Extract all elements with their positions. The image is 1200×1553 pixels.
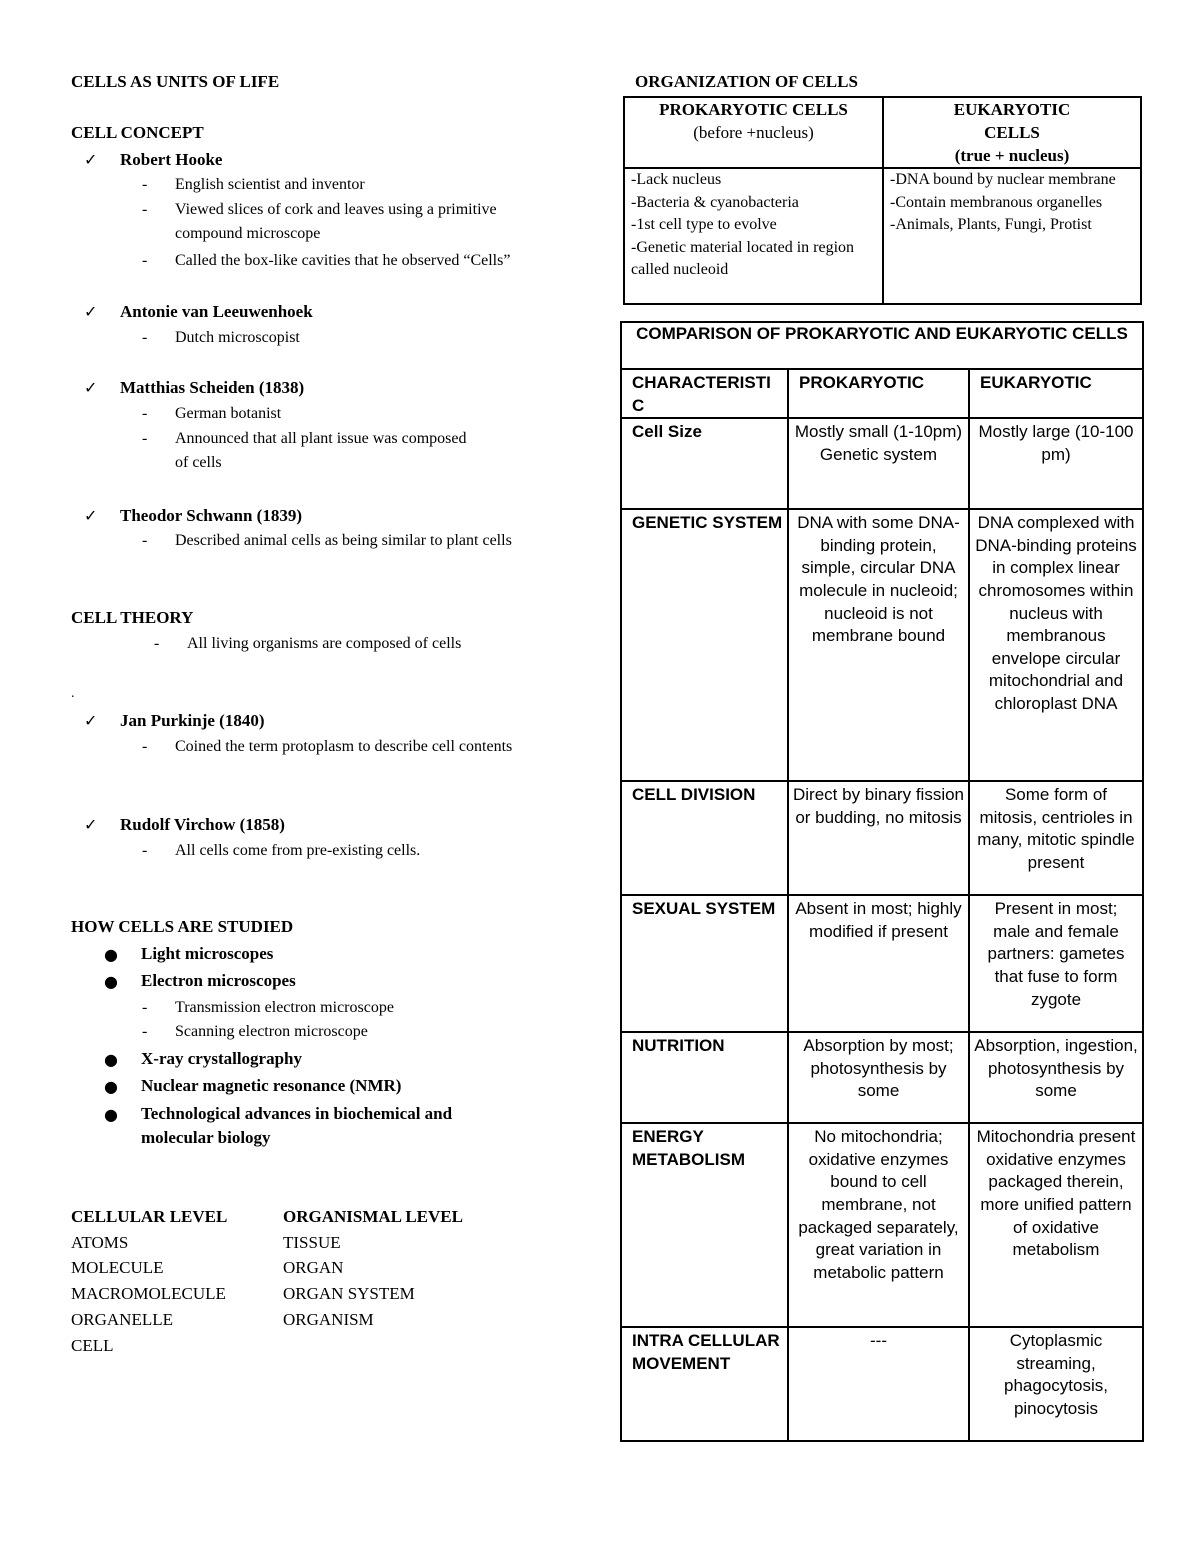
dash-icon: - bbox=[142, 738, 148, 755]
level-item: MOLECULE bbox=[71, 1258, 164, 1277]
organization-table bbox=[623, 96, 1142, 305]
person-name: Matthias Scheiden (1838) bbox=[120, 378, 305, 397]
bullet-icon: ● bbox=[104, 1077, 118, 1096]
dash-icon: - bbox=[142, 532, 148, 549]
checkmark-icon: ✓ bbox=[84, 150, 98, 169]
dash-icon: - bbox=[142, 201, 148, 218]
characteristic-cell: GENETIC SYSTEM bbox=[621, 509, 788, 781]
note-text: Announced that all plant issue was composed of cells bbox=[175, 430, 467, 471]
org-cell-prokaryotic bbox=[624, 168, 883, 304]
checkmark-icon: ✓ bbox=[84, 711, 98, 730]
note-text: English scientist and inventor bbox=[175, 176, 365, 193]
column-header: CHARACTERISTIC bbox=[621, 369, 788, 418]
table-row bbox=[621, 1032, 1143, 1123]
person-name: Robert Hooke bbox=[120, 150, 223, 169]
dash-icon: - bbox=[142, 329, 148, 346]
comparison-table bbox=[620, 321, 1144, 1442]
dash-icon: - bbox=[142, 252, 148, 269]
dash-icon: - bbox=[142, 842, 148, 859]
org-header-sub: (true + nucleus) bbox=[954, 146, 1070, 165]
org-header-title: EUKARYOTIC bbox=[953, 100, 1071, 119]
column-header: PROKARYOTIC bbox=[788, 369, 969, 418]
prokaryotic-cell: --- bbox=[788, 1327, 969, 1441]
cellular-level-heading: CELLULAR LEVEL bbox=[71, 1207, 228, 1226]
dash-icon: - bbox=[142, 999, 148, 1016]
dash-icon: - bbox=[154, 635, 160, 652]
note-text: All living organisms are composed of cells bbox=[187, 635, 462, 652]
org-header-title: CELLS bbox=[984, 123, 1040, 142]
org-item: -Animals, Plants, Fungi, Protist bbox=[890, 216, 1092, 233]
stray-mark: . bbox=[71, 686, 75, 701]
org-header-title: PROKARYOTIC CELLS bbox=[659, 100, 848, 119]
prokaryotic-cell: Direct by binary fission or budding, no mitosis bbox=[788, 781, 969, 895]
checkmark-icon: ✓ bbox=[84, 815, 98, 834]
eukaryotic-cell: Mostly large (10-100 pm) bbox=[969, 418, 1143, 509]
checkmark-icon: ✓ bbox=[84, 302, 98, 321]
level-item: TISSUE bbox=[283, 1233, 341, 1252]
eukaryotic-cell: Absorption, ingestion, photosynthesis by some bbox=[969, 1032, 1143, 1123]
bullet-icon: ● bbox=[104, 972, 118, 991]
org-item: -DNA bound by nuclear membrane bbox=[890, 171, 1116, 188]
level-item: ORGAN bbox=[283, 1258, 344, 1277]
prokaryotic-cell: Absent in most; highly modified if present bbox=[788, 895, 969, 1032]
eukaryotic-cell: Mitochondria present oxidative enzymes packaged therein, more unified pattern of oxidative metabolism bbox=[969, 1123, 1143, 1327]
column-header: EUKARYOTIC bbox=[969, 369, 1143, 418]
characteristic-cell: SEXUAL SYSTEM bbox=[621, 895, 788, 1032]
person-name: Theodor Schwann (1839) bbox=[120, 506, 302, 525]
bullet-icon: ● bbox=[104, 945, 118, 964]
level-item: CELL bbox=[71, 1336, 114, 1355]
person-name: Rudolf Virchow (1858) bbox=[120, 815, 285, 834]
table-row bbox=[621, 1327, 1143, 1441]
note-text: All cells come from pre-existing cells. bbox=[175, 842, 421, 859]
note-text: Coined the term protoplasm to describe cell contents bbox=[175, 738, 513, 755]
method-item: Electron microscopes bbox=[141, 971, 296, 990]
table-row bbox=[621, 509, 1143, 781]
characteristic-cell: INTRA CELLULAR MOVEMENT bbox=[621, 1327, 788, 1441]
note-text: Transmission electron microscope bbox=[175, 999, 394, 1016]
org-header-prokaryotic bbox=[624, 97, 883, 168]
eukaryotic-cell: Present in most; male and female partners: gametes that fuse to form zygote bbox=[969, 895, 1143, 1032]
prokaryotic-cell: Absorption by most; photosynthesis by some bbox=[788, 1032, 969, 1123]
org-item: -Lack nucleus bbox=[631, 171, 722, 188]
dash-icon: - bbox=[142, 1023, 148, 1040]
table-row bbox=[621, 1123, 1143, 1327]
level-item: MACROMOLECULE bbox=[71, 1284, 226, 1303]
table-row bbox=[621, 781, 1143, 895]
dash-icon: - bbox=[142, 405, 148, 422]
note-text: Described animal cells as being similar to plant cells bbox=[175, 532, 512, 549]
checkmark-icon: ✓ bbox=[84, 378, 98, 397]
eukaryotic-cell: DNA complexed with DNA-binding proteins in complex linear chromosomes within nucleus with membranous envelope circular mitochondrial and chloroplast DNA bbox=[969, 509, 1143, 781]
cell-theory-heading: CELL THEORY bbox=[71, 608, 194, 627]
level-item: ORGAN SYSTEM bbox=[283, 1284, 415, 1303]
prokaryotic-cell: DNA with some DNA-binding protein, simple, circular DNA molecule in nucleoid; nucleoid is not membrane bound bbox=[788, 509, 969, 781]
bullet-icon: ● bbox=[104, 1050, 118, 1069]
prokaryotic-cell: Mostly small (1-10pm) Genetic system bbox=[788, 418, 969, 509]
organismal-level-heading: ORGANISMAL LEVEL bbox=[283, 1207, 463, 1226]
org-item: -Contain membranous organelles bbox=[890, 193, 1103, 211]
characteristic-cell: NUTRITION bbox=[621, 1032, 788, 1123]
org-item: -1st cell type to evolve bbox=[631, 216, 777, 233]
dash-icon: - bbox=[142, 430, 148, 447]
org-item: -Bacteria & cyanobacteria bbox=[631, 193, 799, 211]
method-item: Technological advances in biochemical and molecular biology bbox=[141, 1104, 453, 1147]
characteristic-cell: ENERGY METABOLISM bbox=[621, 1123, 788, 1327]
characteristic-cell: CELL DIVISION bbox=[621, 781, 788, 895]
method-item: Nuclear magnetic resonance (NMR) bbox=[141, 1076, 402, 1095]
page-title: CELLS AS UNITS OF LIFE bbox=[71, 72, 280, 91]
note-text: Scanning electron microscope bbox=[175, 1023, 368, 1040]
level-item: ORGANELLE bbox=[71, 1310, 173, 1329]
note-text: Dutch microscopist bbox=[175, 329, 300, 346]
characteristic-cell: Cell Size bbox=[621, 418, 788, 509]
note-text: Viewed slices of cork and leaves using a primitive compound microscope bbox=[175, 201, 497, 242]
person-name: Antonie van Leeuwenhoek bbox=[120, 302, 313, 321]
prokaryotic-cell: No mitochondria; oxidative enzymes bound to cell membrane, not packaged separately, great variation in metabolic pattern bbox=[788, 1123, 969, 1327]
comparison-title: COMPARISON OF PROKARYOTIC AND EUKARYOTIC CELLS bbox=[621, 322, 1143, 369]
checkmark-icon: ✓ bbox=[84, 506, 98, 525]
how-studied-heading: HOW CELLS ARE STUDIED bbox=[71, 917, 294, 936]
note-text: German botanist bbox=[175, 405, 282, 422]
method-item: Light microscopes bbox=[141, 944, 274, 963]
cell-concept-heading: CELL CONCEPT bbox=[71, 123, 204, 142]
bullet-icon: ● bbox=[104, 1105, 118, 1124]
table-row bbox=[621, 418, 1143, 509]
method-item: X-ray crystallography bbox=[141, 1049, 303, 1068]
org-header-sub: (before +nucleus) bbox=[693, 123, 814, 142]
person-name: Jan Purkinje (1840) bbox=[120, 711, 265, 730]
note-text: Called the box-like cavities that he observed “Cells” bbox=[175, 252, 511, 269]
level-item: ATOMS bbox=[71, 1233, 129, 1252]
dash-icon: - bbox=[142, 176, 148, 193]
eukaryotic-cell: Some form of mitosis, centrioles in many, mitotic spindle present bbox=[969, 781, 1143, 895]
eukaryotic-cell: Cytoplasmic streaming, phagocytosis, pinocytosis bbox=[969, 1327, 1143, 1441]
org-cell-eukaryotic bbox=[883, 168, 1141, 304]
table-row bbox=[621, 895, 1143, 1032]
org-header-eukaryotic bbox=[883, 97, 1141, 168]
org-item: -Genetic material located in region called nucleoid bbox=[631, 238, 855, 278]
organization-heading: ORGANIZATION OF CELLS bbox=[635, 72, 858, 91]
level-item: ORGANISM bbox=[283, 1310, 374, 1329]
